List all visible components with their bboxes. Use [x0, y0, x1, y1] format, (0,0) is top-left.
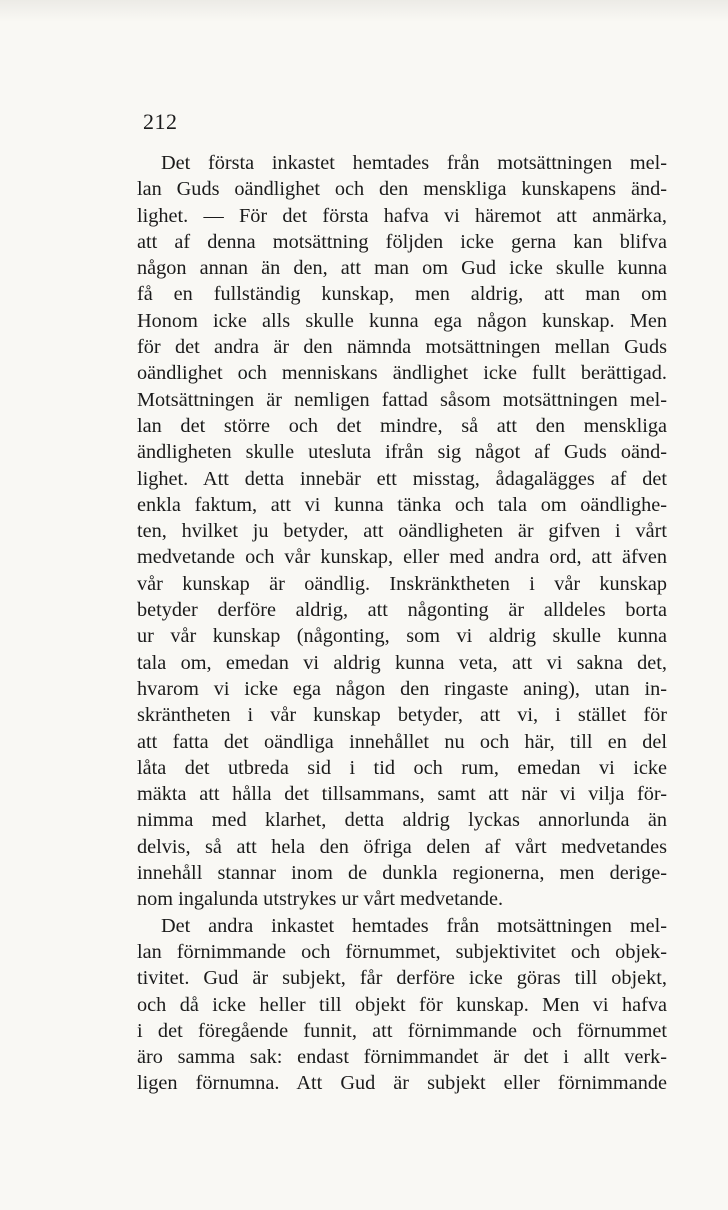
text-line: vår kunskap är oändlig. Inskränktheten i vår kunskap [137, 572, 667, 595]
text-line: innehåll stannar inom de dunkla regionerna, men derige- [137, 862, 667, 885]
text-line: och då icke heller till objekt för kunskap. Men vi hafva [137, 993, 667, 1016]
text-line: i det föregående funnit, att förnimmande och förnummet [137, 1019, 667, 1042]
text-line: tivitet. Gud är subjekt, får derföre icke göras till objekt, [137, 967, 667, 990]
text-line: mäkta att hålla det tillsammans, samt att när vi vilja för- [137, 783, 667, 806]
body-text [137, 150, 667, 1097]
text-line: lan Guds oändlighet och den menskliga kunskapens änd- [137, 178, 667, 201]
text-line: att af denna motsättning följden icke gerna kan blifva [137, 230, 667, 253]
text-line: Motsättningen är nemligen fattad såsom motsättningen mel- [137, 388, 667, 411]
text-line: Honom icke alls skulle kunna ega någon kunskap. Men [137, 309, 667, 332]
text-line: äro samma sak: endast förnimmandet är det i allt verk- [137, 1046, 667, 1069]
text-line: ten, hvilket ju betyder, att oändligheten är gifven i vårt [137, 520, 667, 543]
text-line: för det andra är den nämnda motsättningen mellan Guds [137, 336, 667, 359]
text-line: delvis, så att hela den öfriga delen af vårt medvetandes [137, 835, 667, 858]
text-line: nimma med klarhet, detta aldrig lyckas annorlunda än [137, 809, 667, 832]
text-line: ligen förnumna. Att Gud är subjekt eller förnimmande [137, 1072, 667, 1095]
text-line: lighet. Att detta innebär ett misstag, ådagalägges af det [137, 467, 667, 490]
text-line: betyder derföre aldrig, att någonting är alldeles borta [137, 599, 667, 622]
text-line: tala om, emedan vi aldrig kunna veta, att vi sakna det, [137, 651, 667, 674]
scan-edge-shadow [0, 0, 728, 22]
text-line: hvarom vi icke ega någon den ringaste aning), utan in- [137, 677, 667, 700]
text-line: oändlighet och menniskans ändlighet icke fullt berättigad. [137, 362, 667, 385]
text-line: skräntheten i vår kunskap betyder, att vi, i stället för [137, 704, 667, 727]
text-line: ändligheten skulle utesluta ifrån sig något af Guds oänd- [137, 441, 667, 464]
text-line: nom ingalunda utstrykes ur vårt medvetande. [137, 888, 504, 911]
text-line: Det andra inkastet hemtades från motsättningen mel- [161, 914, 667, 937]
page-number: 212 [143, 109, 178, 134]
text-line: Det första inkastet hemtades från motsättningen mel- [161, 152, 667, 174]
text-line: medvetande och vår kunskap, eller med andra ord, att äfven [137, 546, 667, 569]
text-line: lan förnimmande och förnummet, subjektivitet och objek- [137, 940, 667, 963]
text-line: få en fullständig kunskap, men aldrig, att man om [137, 283, 667, 306]
text-line: låta det utbreda sid i tid och rum, emedan vi icke [137, 756, 667, 779]
text-line: att fatta det oändliga innehållet nu och här, till en del [137, 730, 667, 753]
text-line: enkla faktum, att vi kunna tänka och tala om oändlighe- [137, 493, 667, 516]
text-line: lighet. — För det första hafva vi häremot att anmärka, [137, 204, 667, 227]
text-line: ur vår kunskap (någonting, som vi aldrig skulle kunna [137, 625, 667, 648]
text-line: någon annan än den, att man om Gud icke skulle kunna [137, 257, 667, 280]
text-line: lan det större och det mindre, så att den menskliga [137, 414, 667, 437]
